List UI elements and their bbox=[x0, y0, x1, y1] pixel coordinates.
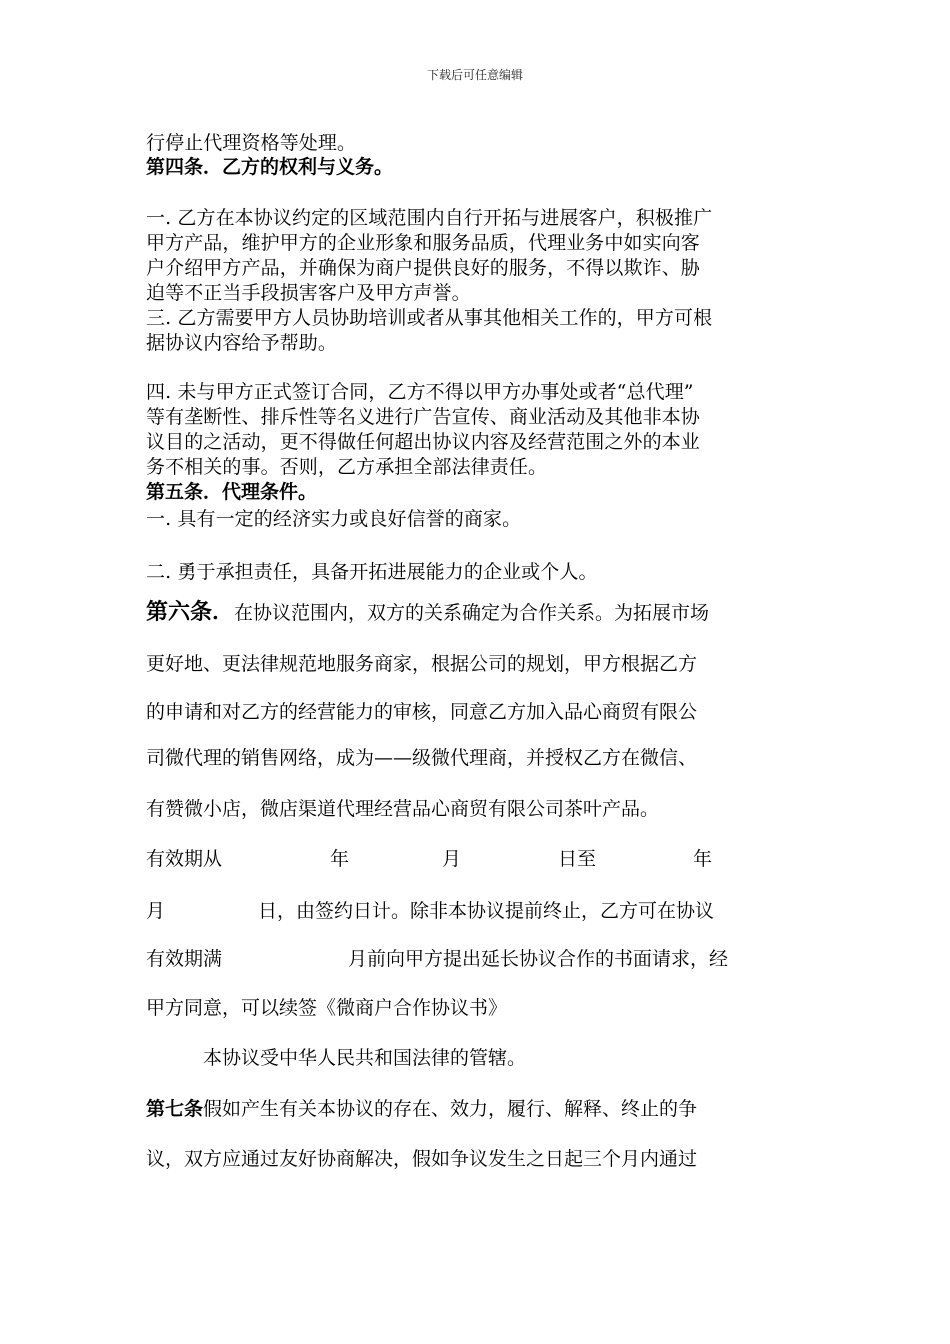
paragraph-line: 行停止代理资格等处理。 bbox=[146, 132, 357, 154]
paragraph-line bbox=[146, 945, 728, 973]
paragraph-line: 本协议受中华人民共和国法律的管辖。 bbox=[203, 1047, 527, 1069]
paragraph-line: 迫等不正当手段损害客户及甲方声誉。 bbox=[146, 282, 471, 304]
year-label: 年 bbox=[693, 848, 713, 870]
validity-line bbox=[146, 845, 712, 873]
section-heading: 第七条 bbox=[146, 1098, 204, 1120]
month-label: 月 bbox=[442, 848, 462, 870]
paragraph-line: 更好地、更法律规范地服务商家，根据公司的规划，甲方根据乙方 bbox=[146, 653, 698, 675]
day-to-label: 日至 bbox=[558, 848, 597, 870]
paragraph-line: 议目的之活动，更不得做任何超出协议内容及经营范围之外的本业 bbox=[146, 431, 700, 453]
paragraph-line: 有赞微小店，微店渠道代理经营品心商贸有限公司茶叶产品。 bbox=[146, 798, 660, 820]
expiry-label: 有效期满 bbox=[146, 948, 223, 970]
paragraph-line: 务不相关的事。否则，乙方承担全部法律责任。 bbox=[146, 456, 548, 478]
paragraph-line: 四. 未与甲方正式签订合同，乙方不得以甲方办事处或者“总代理” bbox=[146, 381, 694, 403]
month-label: 月 bbox=[146, 900, 166, 922]
paragraph-line: 议，双方应通过友好协商解决，假如争议发生之日起三个月内通过 bbox=[146, 1148, 698, 1170]
validity-line bbox=[146, 897, 714, 925]
paragraph-line bbox=[146, 598, 709, 627]
paragraph-line: 户介绍甲方产品，并确保为商户提供良好的服务，不得以欺诈、胁 bbox=[146, 257, 700, 279]
paragraph-line: 一. 乙方在本协议约定的区域范围内自行开拓与进展客户，积极推广 bbox=[146, 207, 713, 229]
section-heading: 第四条．乙方的权利与义务。 bbox=[146, 156, 394, 178]
validity-from-label: 有效期从 bbox=[146, 848, 223, 870]
paragraph-line bbox=[146, 1095, 697, 1123]
paragraph-line: 等有垄断性、排斥性等名义进行广告宣传、商业活动及其他非本协 bbox=[146, 406, 700, 428]
paragraph-text: 在协议范围内，双方的关系确定为合作关系。为拓展市场 bbox=[234, 602, 710, 624]
paragraph-text: 假如产生有关本协议的存在、效力，履行、解释、终止的争 bbox=[203, 1098, 698, 1120]
paragraph-line: 甲方产品，维护甲方的企业形象和服务品质，代理业务中如实向客 bbox=[146, 232, 700, 254]
page-header: 下载后可任意编辑 bbox=[426, 68, 523, 82]
paragraph-line: 一. 具有一定的经济实力或良好信誉的商家。 bbox=[146, 508, 522, 530]
year-label: 年 bbox=[330, 848, 350, 870]
paragraph-line: 三. 乙方需要甲方人员协助培训或者从事其他相关工作的，甲方可根 bbox=[146, 307, 713, 329]
paragraph-text: 月前向甲方提出延长协议合作的书面请求，经 bbox=[348, 948, 729, 970]
section-heading: 第五条．代理条件。 bbox=[146, 481, 318, 503]
paragraph-line: 据协议内容给予帮助。 bbox=[146, 332, 338, 354]
paragraph-line: 司微代理的销售网络，成为——级微代理商，并授权乙方在微信、 bbox=[146, 747, 698, 769]
paragraph-line: 的申请和对乙方的经营能力的审核，同意乙方加入品心商贸有限公 bbox=[146, 701, 698, 723]
paragraph-text: 日，由签约日计。除非本协议提前终止，乙方可在协议 bbox=[258, 900, 715, 922]
paragraph-line: 甲方同意，可以续签《微商户合作协议书》 bbox=[146, 997, 508, 1019]
section-heading: 第六条． bbox=[146, 599, 235, 625]
paragraph-line: 二. 勇于承担责任，具备开拓进展能力的企业或个人。 bbox=[146, 561, 598, 583]
